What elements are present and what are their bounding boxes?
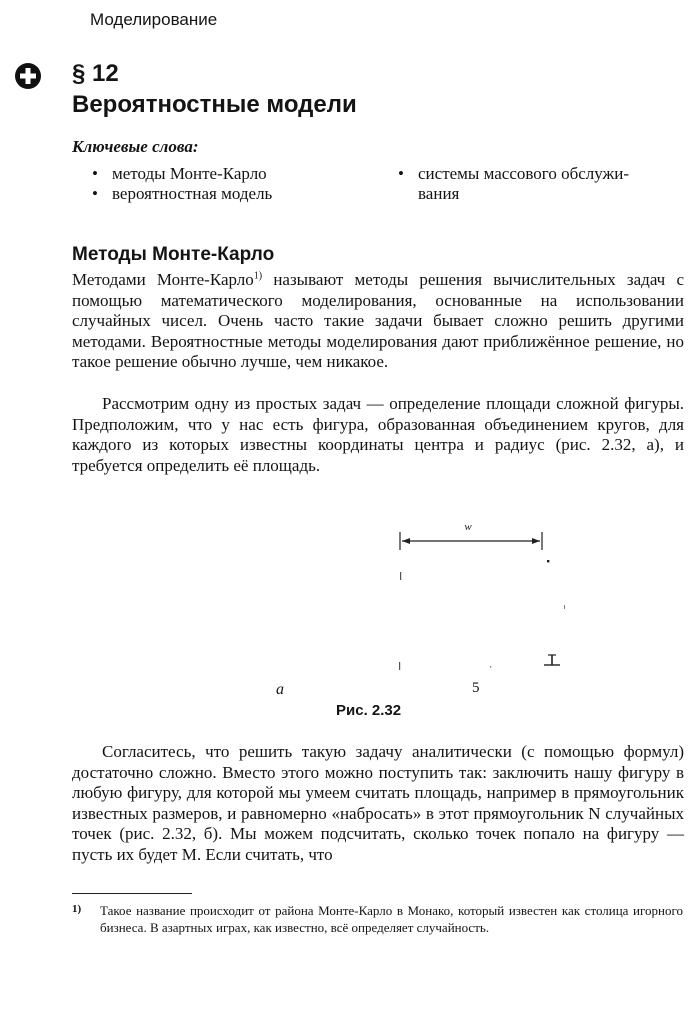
keyword-text: вероятностная модель <box>112 184 273 203</box>
figure-mark <box>399 662 400 670</box>
footnote-mark: 1) <box>72 903 82 915</box>
figure-2-32 <box>260 520 580 700</box>
bullet-icon: • <box>92 164 98 183</box>
paragraph-2: Рассмотрим одну из простых задач — определение площади сложной фигуры. Предположим, что у нас есть фигура, образованная объединением кругов, для каждого из которых известны координаты центра и радиус (рис. 2.32, а), и требуется определить её площадь. <box>72 394 684 475</box>
subheading: Методы Монте-Карло <box>72 244 275 265</box>
keyword-text: методы Монте-Карло <box>112 164 267 183</box>
paragraph-1 <box>72 270 684 373</box>
figure-label-a: а <box>276 681 284 698</box>
footnote-text: Такое название происходит от района Монте-Карло в Монако, который известен как столица игорного бизнеса. В азартных играх, как известно, всё определяет случайность. <box>100 903 683 935</box>
width-dimension <box>400 532 542 550</box>
keyword-item <box>92 164 267 184</box>
paragraph-text: Методами Монте-Карло <box>72 270 254 289</box>
running-head: Моделирование <box>90 10 218 29</box>
keyword-item <box>92 184 272 204</box>
figure-caption: Рис. 2.32 <box>336 702 402 719</box>
height-marker <box>544 655 560 665</box>
figure-dot <box>547 560 549 562</box>
bullet-icon: • <box>398 164 404 183</box>
keyword-text: системы массового обслужи- <box>418 164 630 183</box>
figure-mark <box>400 572 401 580</box>
paragraph-text: называют методы решения вычислительных задач с помощью математического моделирования, основанные на использовании случайных чисел. Очень часто такие задачи бывает сложно решить другими методами. Вероятностные методы моделирования дают приближённое решение, но такое решение обычно лучше, чем никакое. <box>72 270 684 372</box>
keywords-label: Ключевые слова: <box>72 137 199 156</box>
footnote-divider <box>72 893 192 894</box>
paragraph-3: Согласитесь, что решить такую задачу аналитически (с помощью формул) достаточно сложно. Вместо этого можно поступить так: заключить нашу фигуру в любую фигуру, для которой мы умеем считать площадь, например в прямоугольник известных размеров, и равномерно «набросать» в этот прямоугольник N случайных точек (рис. 2.32, б). Мы можем подсчитать, сколько точек попало на фигуру — пусть их будет M. Если считать, что <box>72 742 684 864</box>
section-title: Вероятностные модели <box>72 91 357 118</box>
bullet-icon: • <box>92 184 98 203</box>
figure-mark <box>564 605 565 609</box>
figure-label-b: 5 <box>472 680 480 696</box>
width-label: w <box>464 521 472 533</box>
footnote-ref: 1) <box>253 270 263 282</box>
figure-dot <box>490 666 491 668</box>
section-number: § 12 <box>72 60 119 87</box>
keyword-item <box>398 164 629 184</box>
plus-circle-icon <box>14 62 42 90</box>
keyword-item-continuation: вания <box>418 184 460 203</box>
